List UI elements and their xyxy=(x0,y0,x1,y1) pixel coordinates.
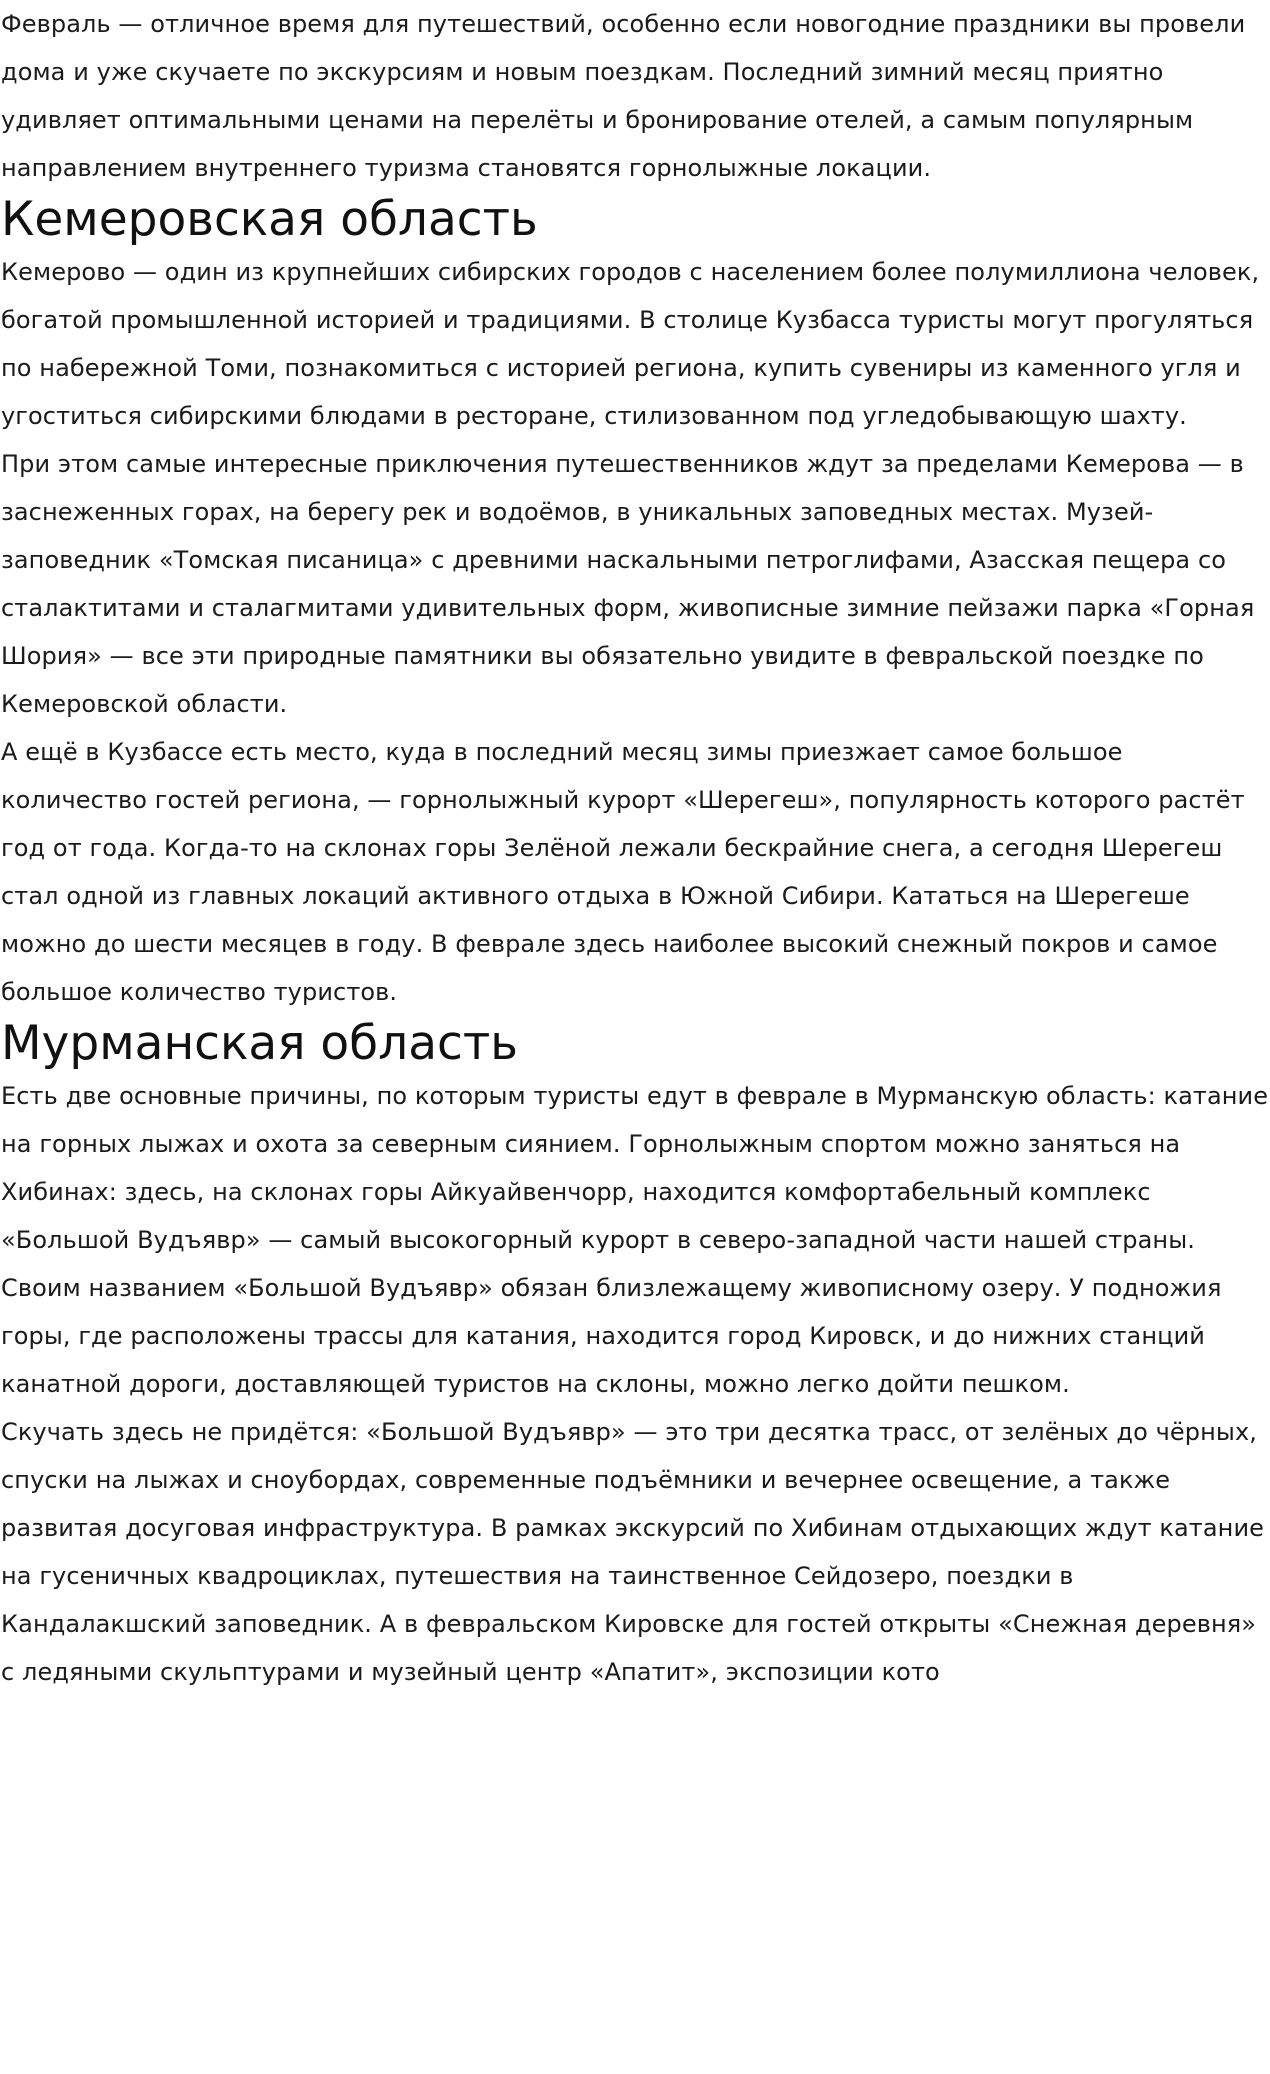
section-title-kemerovo: Кемеровская область xyxy=(1,192,538,247)
kemerovo-paragraph-3: А ещё в Кузбассе есть место, куда в последний месяц зимы приезжает самое большое количество гостей региона, — горнолыжный курорт «Шерегеш», популярность которого растёт год от года. Когда-то на склонах горы Зелёной лежали бескрайние снега, а сегодня Шерегеш стал одной из главных локаций активного отдыха в Южной Сибири. Кататься на Шерегеше можно до шести месяцев в году. В феврале здесь наиболее высокий снежный покров и самое большое количество туристов. xyxy=(1,738,1245,1006)
article-body xyxy=(1,0,1269,1696)
kemerovo-paragraph-2: При этом самые интересные приключения путешественников ждут за пределами Кемерова — в заснеженных горах, на берегу рек и водоёмов, в уникальных заповедных местах. Музей-заповедник «Томская писаница» с древними наскальными петроглифами, Азасская пещера со сталактитами и сталагмитами удивительных форм, живописные зимние пейзажи парка «Горная Шория» — все эти природные памятники вы обязательно увидите в февральской поездке по Кемеровской области. xyxy=(1,450,1255,718)
murmansk-paragraph-2: Скучать здесь не придётся: «Большой Вудъявр» — это три десятка трасс, от зелёных до чёрных, спуски на лыжах и сноубордах, современные подъёмники и вечернее освещение, а также развитая досуговая инфраструктура. В рамках экскурсий по Хибинам отдыхающих ждут катание на гусеничных квадроциклах, путешествия на таинственное Сейдозеро, поездки в Кандалакшский заповедник. А в февральском Кировске для гостей открыты «Снежная деревня» с ледяными скульптурами и музейный центр «Апатит», экспозиции кото xyxy=(1,1418,1265,1686)
kemerovo-paragraph-1: Кемерово — один из крупнейших сибирских городов с населением более полумиллиона человек, богатой промышленной историей и традициями. В столице Кузбасса туристы могут прогуляться по набережной Томи, познакомиться с историей региона, купить сувениры из каменного угля и угоститься сибирскими блюдами в ресторане, стилизованном под угледобывающую шахту. xyxy=(1,258,1260,430)
intro-paragraph: Февраль — отличное время для путешествий, особенно если новогодние праздники вы провели дома и уже скучаете по экскурсиям и новым поездкам. Последний зимний месяц приятно удивляет оптимальными ценами на перелёты и бронирование отелей, а самым популярным направлением внутреннего туризма становятся горнолыжные локации. xyxy=(1,10,1246,182)
section-title-murmansk: Мурманская область xyxy=(1,1016,518,1071)
murmansk-paragraph-1: Есть две основные причины, по которым туристы едут в феврале в Мурманскую область: катание на горных лыжах и охота за северным сиянием. Горнолыжным спортом можно заняться на Хибинах: здесь, на склонах горы Айкуайвенчорр, находится комфортабельный комплекс «Большой Вудъявр» — самый высокогорный курорт в северо-западной части нашей страны. Своим названием «Большой Вудъявр» обязан близлежащему живописному озеру. У подножия горы, где расположены трассы для катания, находится город Кировск, и до нижних станций канатной дороги, доставляющей туристов на склоны, можно легко дойти пешком. xyxy=(1,1082,1269,1398)
